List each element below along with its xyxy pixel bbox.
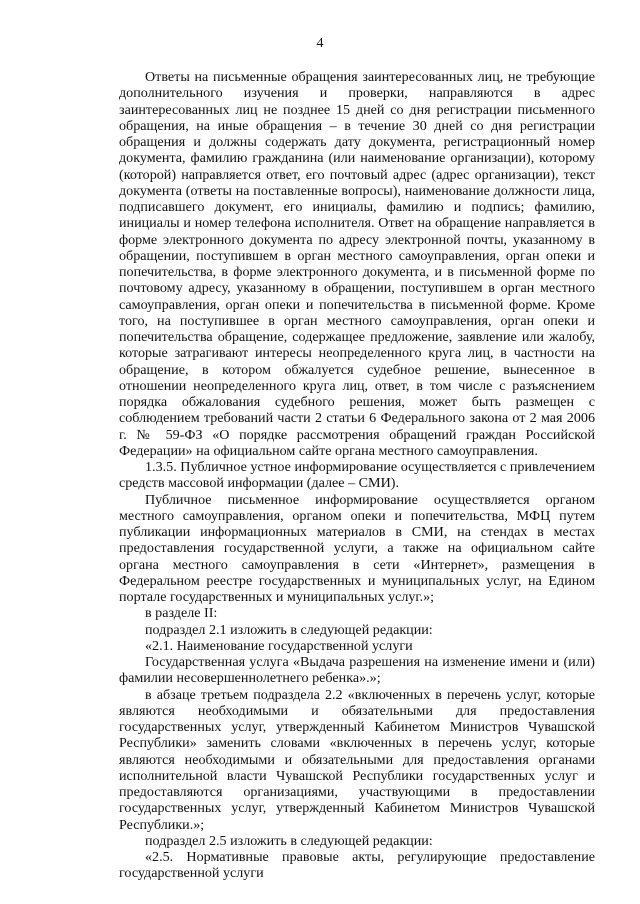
paragraph-public-written-informing: Публичное письменное информирование осуществляется органом местного самоуправления, органом опеки и попечительства, МФЦ путем публикации информационных материалов в СМИ, на стендах в местах предоставления государственной услуги, а также на официальном сайте органа местного самоуправления в сети «Интернет», размещения в Федеральном реестре государственных и муниципальных услуг, на Едином портале государственных и муниципальных услуг.»; [119, 491, 595, 605]
paragraph-section-ii: в разделе II: [145, 605, 218, 622]
document-body [119, 69, 595, 882]
paragraph-service-name-heading: «2.1. Наименование государственной услуги [145, 637, 413, 654]
page-number: 4 [316, 36, 324, 51]
paragraph-public-oral-informing: 1.3.5. Публичное устное информирование осуществляется с привлечением средств массовой информации (далее – СМИ). [119, 459, 595, 492]
paragraph-subsection-2-1-instruction: подраздел 2.1 изложить в следующей редакции: [145, 621, 433, 638]
paragraph-responses-to-written-appeals: Ответы на письменные обращения заинтересованных лиц, не требующие дополнительного изучения и проверки, направляются в адрес заинтересованных лиц не позднее 15 дней со дня регистрации письменного обращения, на иные обращения – в течение 30 дней со дня регистрации обращения и должны содержать дату документа, регистрационный номер документа, фамилию гражданина (или наименование организации), которому (которой) направляется ответ, его почтовый адрес (адрес организации), текст документа (ответы на поставленные вопросы), наименование должности лица, подписавшего документ, его инициалы, фамилию и подпись; фамилию, инициалы и номер телефона исполнителя. Ответ на обращение направляется в форме электронного документа по адресу электронной почты, указанному в обращении, поступившем в орган местного самоуправления, орган опеки и попечительства, в форме электронного документа, и в письменной форме по почтовому адресу, указанному в обращении, поступившем в орган местного самоуправления, орган опеки и попечительства в письменной форме. Кроме того, на поступившее в орган местного самоуправления, орган опеки и попечительства обращение, содержащее предложение, заявление или жалобу, которые затрагивают интересы неопределенного круга лиц, в частности на обращение, в котором обжалуется судебное решение, вынесенное в отношении неопределенного круга лиц, ответ, в том числе с разъяснением порядка обжалования судебного решения, может быть размещен с соблюдением требований части 2 статьи 6 Федерального закона от 2 мая 2006 г. № 59-ФЗ «О порядке рассмотрения обращений граждан Российской Федерации» на официальном сайте органа местного самоуправления. [119, 69, 595, 459]
paragraph-subsection-2-2-amendment: в абзаце третьем подраздела 2.2 «включенных в перечень услуг, которые являются необходимыми и обязательными для предоставления государственных услуг, утвержденный Кабинетом Министров Чувашской Республики» заменить словами «включенных в перечень услуг, которые являются необходимыми и обязательными для предоставления органами исполнительной власти Чувашской Республики государственных услуг и предоставляются организациями, участвующими в предоставлении государственных услуг, утвержденный Кабинетом Министров Чувашской Республики.»; [119, 686, 595, 833]
paragraph-service-name: Государственная услуга «Выдача разрешения на изменение имени и (или) фамилии несовершеннолетнего ребенка».»; [119, 654, 595, 687]
paragraph-regulatory-acts-heading: «2.5. Нормативные правовые акты, регулирующие предоставление государственной услуги [119, 849, 595, 882]
paragraph-subsection-2-5-instruction: подраздел 2.5 изложить в следующей редакции: [145, 832, 433, 849]
